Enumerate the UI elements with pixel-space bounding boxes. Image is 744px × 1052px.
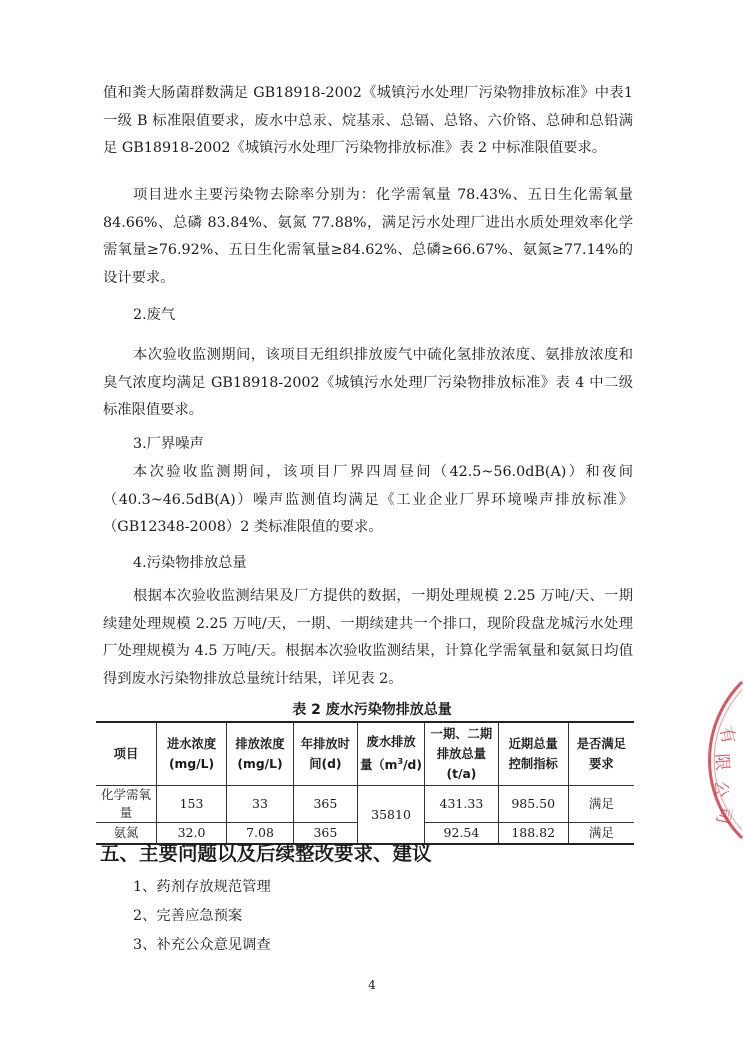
section-heading: 五、主要问题以及后续整改要求、建议 [100, 842, 432, 865]
table-header-row [96, 722, 634, 786]
cell-control: 188.82 [498, 823, 568, 845]
paragraph-removal-rates: 项目进水主要污染物去除率分别为：化学需氧量 78.43%、五日生化需氧量 84.66%、总磷 83.84%、氨氮 77.88%，满足污水处理厂进出水质处理效率化学需氧量≥76.92%、五日生化需氧量≥84.62%、总磷≥66.67%、氨氮≥77.14%的设计要求。 [103, 187, 633, 286]
cell-days: 365 [293, 823, 357, 845]
cell-days: 365 [293, 786, 357, 823]
cell-control: 985.50 [498, 786, 568, 823]
subheading-total-emission: 4.污染物排放总量 [133, 555, 247, 571]
paragraph-total-emission: 根据本次验收监测结果及厂方提供的数据，一期处理规模 2.25 万吨/天、一期续建处理规模 2.25 万吨/天，一期、一期续建共一个排口，现阶段盘龙城污水处理厂处理规模为 4.5 万吨/天。根据本次验收监测结果，计算化学需氧量和氨氮日均值得到废水污染物排放总量统计结果，详见表 2。 [103, 588, 633, 687]
cell-meets: 满足 [568, 786, 634, 823]
table-caption: 表 2 废水污染物排放总量 [292, 702, 452, 718]
cell-inflow: 153 [156, 786, 226, 823]
paragraph-exhaust-gas: 本次验收监测期间，该项目无组织排放废气中硫化氢排放浓度、氨排放浓度和臭气浓度均满足 GB18918-2002《城镇污水处理厂污染物排放标准》表 4 中二级标准限值要求。 [103, 347, 633, 418]
subheading-exhaust-gas: 2.废气 [133, 307, 176, 323]
emission-total-table [96, 721, 634, 845]
header-annual-discharge-days: 年排放时 间(d) [293, 722, 357, 786]
header-meets-requirement: 是否满足 要求 [568, 722, 634, 786]
cell-wastewater-volume: 35810 [357, 786, 424, 845]
svg-text:公: 公 [709, 779, 731, 799]
paragraph-water-standards: 值和粪大肠菌群数满足 GB18918-2002《城镇污水处理厂污染物排放标准》中表1一级 B 标准限值要求，废水中总汞、烷基汞、总镉、总铬、六价铬、总砷和总铅满足 GB18918-2002《城镇污水处理厂污染物排放标准》表 2 中标准限值要求。 [103, 85, 633, 156]
svg-text:有: 有 [715, 724, 739, 746]
cell-outflow: 33 [227, 786, 294, 823]
list-item: 1、药剂存放规范管理 [133, 879, 271, 895]
cell-outflow: 7.08 [227, 823, 294, 845]
list-item: 3、补充公众意见调查 [133, 937, 271, 953]
cell-item: 氨氮 [96, 823, 156, 845]
cell-total: 431.33 [425, 786, 499, 823]
cell-item: 化学需氧量 [96, 786, 156, 823]
svg-text:司: 司 [711, 804, 735, 826]
table-row [96, 786, 634, 823]
cell-inflow: 32.0 [156, 823, 226, 845]
subheading-boundary-noise: 3.厂界噪声 [133, 436, 204, 452]
header-control-target: 近期总量 控制指标 [498, 722, 568, 786]
page-number: 4 [368, 978, 376, 992]
svg-text:限: 限 [711, 752, 733, 772]
header-discharge-concentration: 排放浓度 (mg/L) [227, 722, 294, 786]
header-total-emission: 一期、二期 排放总量 (t/a) [425, 722, 499, 786]
company-seal-stamp [692, 680, 744, 840]
paragraph-boundary-noise: 本次验收监测期间，该项目厂界四周昼间（42.5~56.0dB(A)）和夜间（40.3~46.5dB(A)）噪声监测值均满足《工业企业厂界环境噪声排放标准》（GB12348-2008）2 类标准限值的要求。 [103, 464, 633, 535]
header-item: 项目 [96, 722, 156, 786]
cell-total: 92.54 [425, 823, 499, 845]
header-inflow-concentration: 进水浓度 (mg/L) [156, 722, 226, 786]
header-wastewater-volume: 废水排放 量$(m^3/d)$ [357, 722, 424, 786]
list-item: 2、完善应急预案 [133, 908, 243, 924]
cell-meets: 满足 [568, 823, 634, 845]
